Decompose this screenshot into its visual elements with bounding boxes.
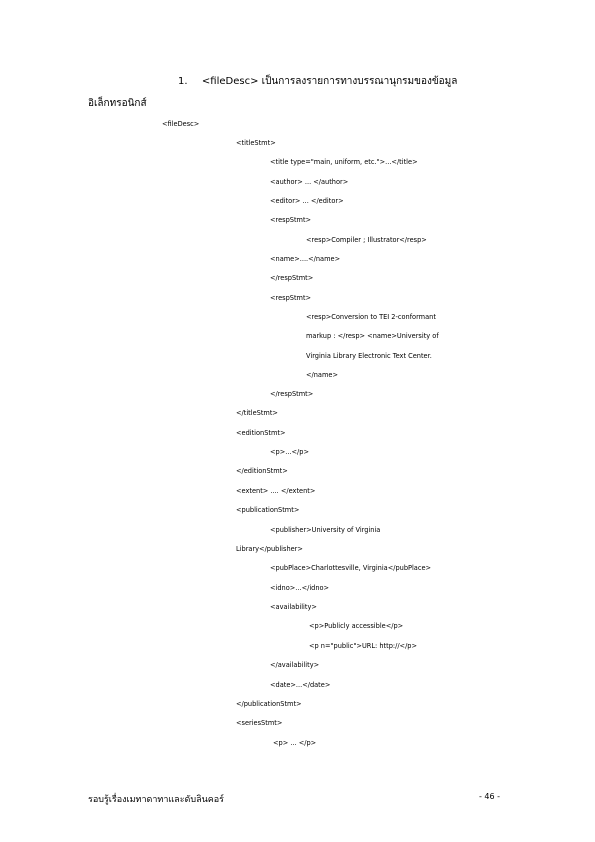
code-line: </editionStmt> [236, 467, 288, 475]
code-line: </name> [306, 371, 338, 379]
code-line: <availability> [270, 603, 317, 611]
section-number: 1. [178, 76, 188, 87]
code-line: </respStmt> [270, 274, 314, 282]
code-line: <resp>Conversion to TEI 2-conformant [306, 313, 436, 321]
code-line: <publisher>University of Virginia [270, 526, 381, 534]
code-line: </titleStmt> [236, 409, 278, 417]
code-line: Virginia Library Electronic Text Center. [306, 352, 432, 360]
code-line: <publicationStmt> [236, 506, 300, 514]
code-line: markup : </resp> <name>University of [306, 332, 439, 340]
code-line: <titleStmt> [236, 139, 276, 147]
code-line: <seriesStmt> [236, 719, 283, 727]
code-line: <editionStmt> [236, 429, 286, 437]
code-line: </respStmt> [270, 390, 314, 398]
code-line: <resp>Compiler ; Illustrator</resp> [306, 236, 427, 244]
code-line: <date>...</date> [270, 681, 331, 689]
section-heading-continuation: อิเล็กทรอนิกส์ [88, 98, 147, 109]
code-line: </availability> [270, 661, 320, 669]
page-number: - 46 - [479, 792, 501, 801]
code-line: <idno>...</idno> [270, 584, 330, 592]
code-line: <name>....</name> [270, 255, 341, 263]
section-heading-text: <fileDesc> เป็นการลงรายการทางบรรณานุกรมของข้อมูล [201, 76, 458, 87]
code-line: <extent> .... </extent> [236, 487, 316, 495]
code-line: <p>...</p> [270, 448, 309, 456]
code-line: Library</publisher> [236, 545, 303, 553]
code-line: <author> ... </author> [270, 178, 349, 186]
code-line: <title type="main, uniform, etc.">...</title> [270, 158, 418, 166]
code-line: <respStmt> [270, 216, 312, 224]
code-line: </publicationStmt> [236, 700, 302, 708]
code-line: <p> ... </p> [273, 739, 317, 747]
code-line: <p>Publicly accessible</p> [309, 622, 404, 630]
section-heading [178, 74, 457, 89]
code-line: <pubPlace>Charlottesville, Virginia</pubPlace> [270, 564, 432, 572]
code-line: <p n="public">URL: http://</p> [309, 642, 417, 650]
footer-title: รอบรู้เรื่องเมทาดาทาและดับลินคอร์ [88, 795, 225, 805]
code-line: <editor> ... </editor> [270, 197, 344, 205]
code-line: <respStmt> [270, 294, 312, 302]
code-line: <fileDesc> [162, 120, 200, 128]
